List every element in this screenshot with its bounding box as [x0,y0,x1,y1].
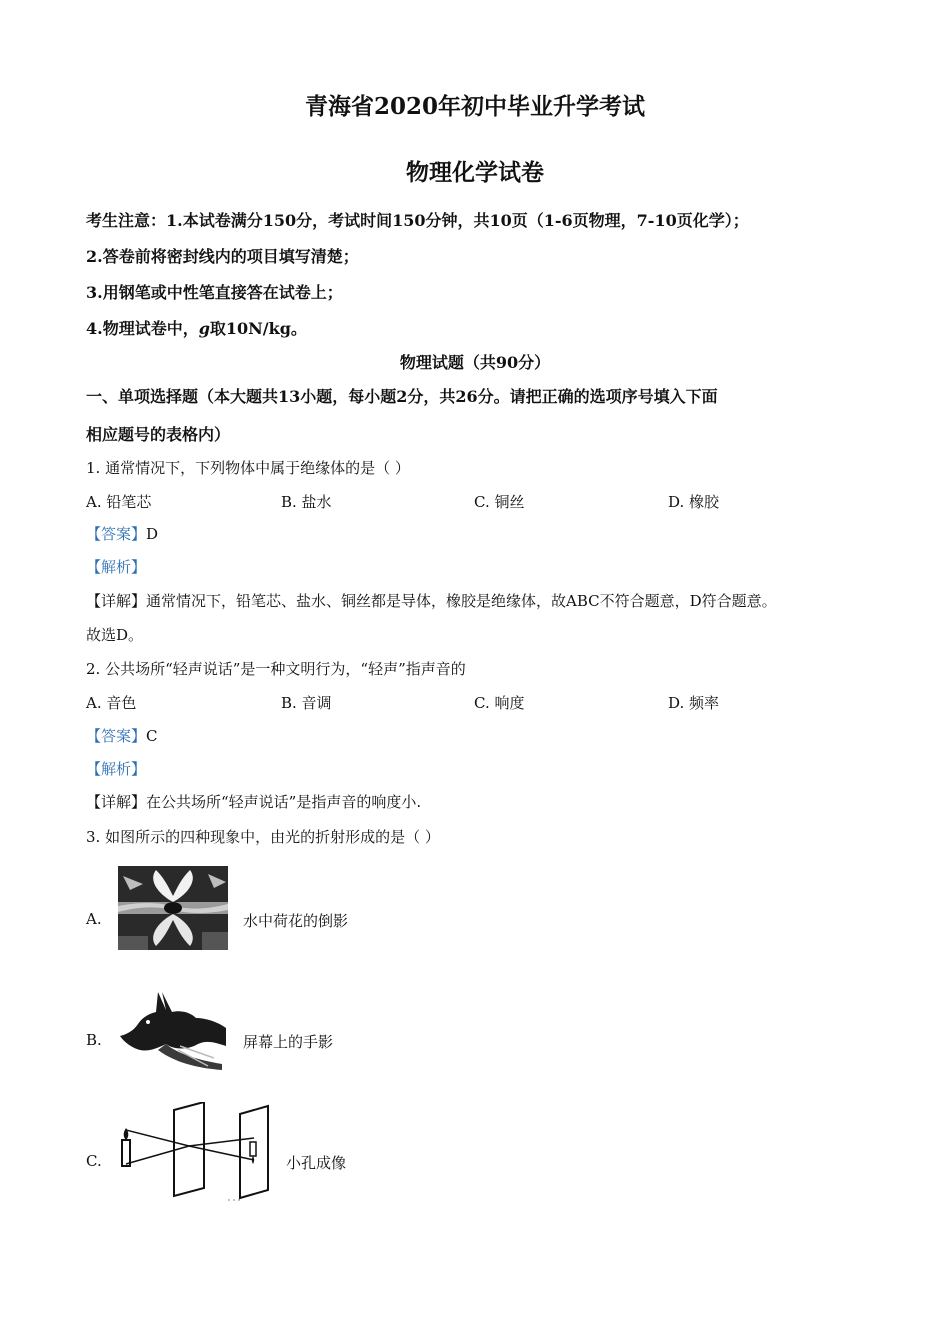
pinhole-camera-icon [112,1102,282,1202]
q2-option-a: A. 音色 [86,694,137,712]
notice4-suffix: 取10N/kg。 [209,319,307,338]
notice-line-3: 3.用钢笔或中性笔直接答在试卷上； [86,283,343,302]
notice-line-2: 2.答卷前将密封线内的项目填写清楚； [86,247,359,266]
page-subtitle: 物理化学试卷 [406,159,544,186]
notice-line-1: 考生注意：1.本试卷满分150分，考试时间150分钟，共10页（1-6页物理，7-10页化学）； [86,211,749,230]
q3-option-c-letter: C. [86,1152,102,1170]
q1-stem: 1. 通常情况下，下列物体中属于绝缘体的是（ ） [86,459,410,477]
q3-option-a-letter: A. [86,910,102,928]
q3-option-c-caption: 小孔成像 [286,1154,347,1172]
q2-option-b: B. 音调 [281,694,332,712]
q2-stem: 2. 公共场所“轻声说话”是一种文明行为，“轻声”指声音的 [86,660,466,678]
notice4-g: g [198,319,210,338]
q2-analysis-tag: 【解析】 [86,760,147,778]
part1-title-line-2: 相应题号的表格内） [86,425,231,444]
q2-answer-tag: 【答案】 [86,727,147,745]
q2-answer [86,725,158,746]
q3-option-b-caption: 屏幕上的手影 [243,1033,334,1051]
part1-title-line-1: 一、单项选择题（本大题共13小题，每小题2分，共26分。请把正确的选项序号填入下面 [86,387,718,406]
q1-detail-text: 通常情况下，铅笔芯、盐水、铜丝都是导体，橡胶是绝缘体，故ABC不符合题意，D符合题意。 [146,592,777,610]
q2-detail-tag: 【详解】 [86,793,147,811]
q1-option-c: C. 铜丝 [474,493,525,511]
q3-option-b-letter: B. [86,1031,102,1049]
q1-analysis-tag: 【解析】 [86,558,147,576]
section-title: 物理试题（共90分） [399,353,551,372]
q2-detail-text: 在公共场所“轻声说话”是指声音的响度小. [146,793,422,811]
notice-line-4 [86,316,307,339]
q1-answer-tag: 【答案】 [86,525,147,543]
q1-detail-2: 故选D。 [86,626,144,644]
notice4-prefix: 4.物理试卷中， [86,319,199,338]
page-title: 青海省2020年初中毕业升学考试 [304,93,645,120]
q1-option-b: B. 盐水 [281,493,332,511]
q1-detail-tag: 【详解】 [86,592,147,610]
q2-option-d: D. 频率 [668,694,720,712]
lotus-reflection-icon [118,866,228,950]
q3-option-a-caption: 水中荷花的倒影 [243,912,349,930]
q3-stem: 3. 如图所示的四种现象中，由光的折射形成的是（ ） [86,828,440,846]
q2-option-c: C. 响度 [474,694,525,712]
q1-option-d: D. 橡胶 [668,493,720,511]
q1-answer [86,523,158,544]
q1-option-a: A. 铅笔芯 [86,493,152,511]
hand-shadow-icon [118,988,228,1070]
q1-answer-value: D [146,525,159,543]
q2-answer-value: C [146,727,158,745]
q1-detail [86,590,777,611]
q2-detail [86,791,421,812]
